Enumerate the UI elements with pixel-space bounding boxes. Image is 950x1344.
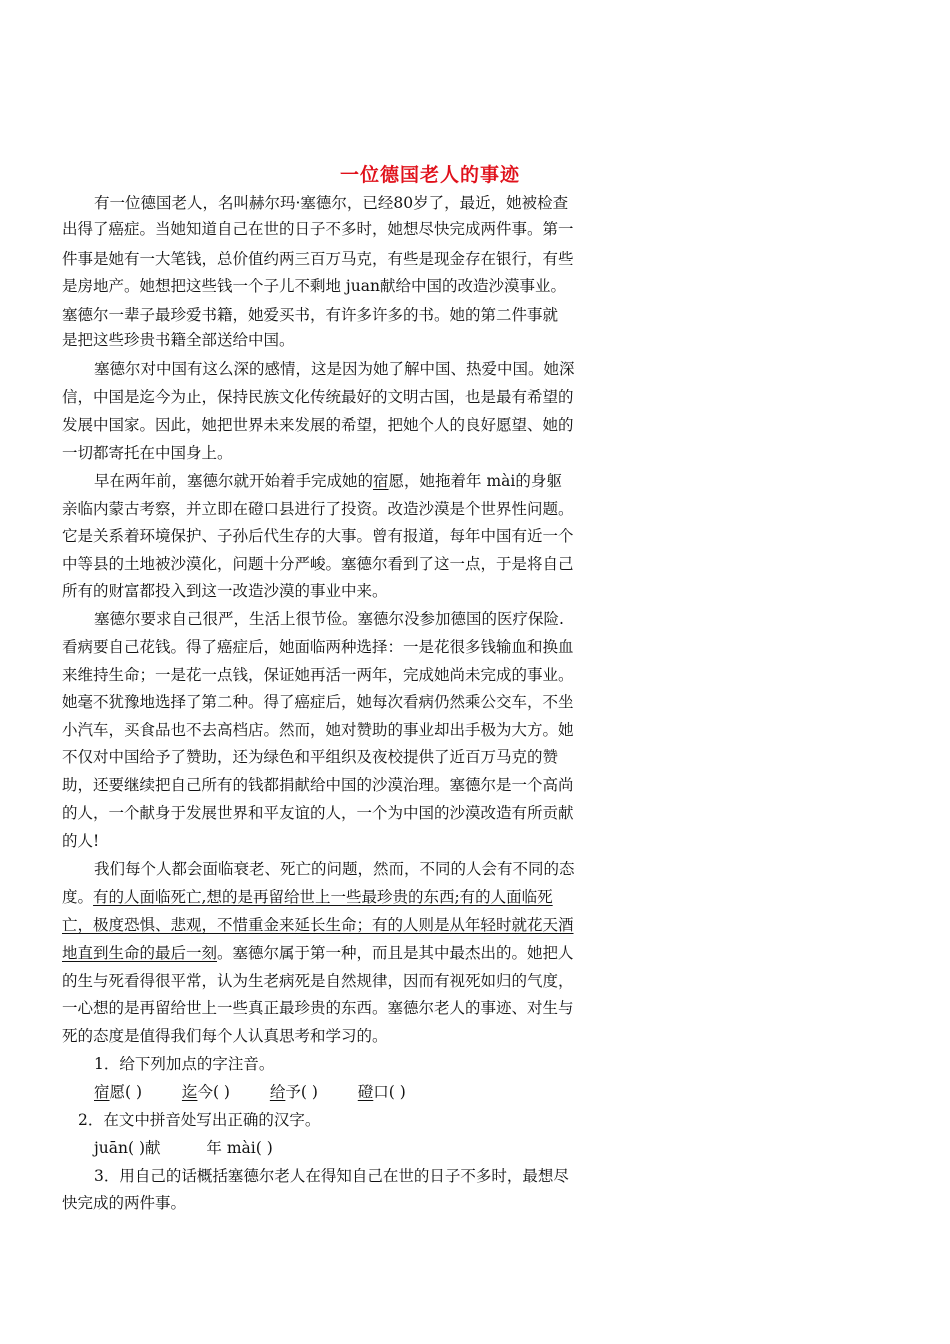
paragraph-3-line bbox=[94, 468, 562, 494]
dotted-char: 宿 bbox=[94, 1083, 110, 1101]
underlined-sentence: 有的人面临死亡,想的是再留给世上一些最珍贵的东西;有的人面临死 bbox=[93, 888, 553, 906]
dotted-char: 宿 bbox=[373, 472, 389, 490]
paragraph-1-line: 件事是她有一大笔钱，总价值约两三百万马克，有些是现金存在银行，有些 bbox=[62, 250, 574, 268]
paragraph-2-line: 一切都寄托在中国身上。 bbox=[62, 444, 233, 462]
paragraph-4-line: 助，还要继续把自己所有的钱都捐献给中国的沙漠治理。塞德尔是一个高尚 bbox=[62, 776, 574, 794]
question-2-items bbox=[94, 1135, 273, 1161]
dotted-char: 磴 bbox=[357, 1083, 374, 1101]
pinyin-item bbox=[352, 1083, 406, 1101]
question-3-prompt: 快完成的两件事。 bbox=[62, 1194, 187, 1212]
pinyin-item bbox=[182, 1083, 230, 1101]
pinyin-item bbox=[94, 1083, 142, 1101]
paragraph-3-line: 亲临内蒙古考察，并立即在磴口县进行了投资。改造沙漠是个世界性问题。 bbox=[62, 500, 574, 518]
pinyin-item bbox=[270, 1083, 318, 1101]
paragraph-1-line: 是把这些珍贵书籍全部送给中国。 bbox=[62, 331, 295, 349]
item-text: 愿( ) bbox=[109, 1083, 143, 1101]
paragraph-4-line: 的人! bbox=[62, 832, 100, 850]
paragraph-4-line: 不仅对中国给予了赞助，还为绿色和平组织及夜校提供了近百万马克的赞 bbox=[62, 748, 559, 766]
question-2-prompt: 2．在文中拼音处写出正确的汉字。 bbox=[78, 1111, 321, 1129]
text: 。塞德尔属于第一种，而且是其中最杰出的。她把人 bbox=[217, 944, 574, 962]
paragraph-1-line: 出得了癌症。当她知道自己在世的日子不多时，她想尽快完成两件事。第一 bbox=[62, 220, 574, 238]
paragraph-5-line: 的生与死看得很平常，认为生老病死是自然规律，因而有视死如归的气度， bbox=[62, 972, 574, 990]
question-1-prompt: 1．给下列加点的字注音。 bbox=[94, 1055, 275, 1073]
question-1-items bbox=[94, 1079, 406, 1105]
paragraph-4-line: 她毫不犹豫地选择了第二种。得了癌症后，她每次看病仍然乘公交车，不坐 bbox=[62, 693, 574, 711]
paragraph-1-line: 塞德尔一辈子最珍爱书籍，她爱买书，有许多许多的书。她的第二件事就 bbox=[62, 306, 559, 324]
dotted-char: 给 bbox=[269, 1083, 286, 1101]
page-title: 一位德国老人的事迹 bbox=[340, 164, 521, 186]
paragraph-4-line: 的人，一个献身于发展世界和平友谊的人，一个为中国的沙漠改造有所贡献 bbox=[62, 804, 574, 822]
question-3-prompt: 3．用自己的话概括塞德尔老人在得知自己在世的日子不多时，最想尽 bbox=[94, 1167, 569, 1185]
item-text: 予( ) bbox=[285, 1083, 318, 1101]
dotted-char: 迄 bbox=[181, 1083, 198, 1101]
paragraph-5-line bbox=[62, 912, 574, 938]
blank-item: 年 mài( ) bbox=[206, 1139, 273, 1157]
item-text: 今( ) bbox=[197, 1083, 230, 1101]
paragraph-2-line: 塞德尔对中国有这么深的感情，这是因为她了解中国、热爱中国。她深 bbox=[94, 360, 575, 378]
paragraph-4-line: 塞德尔要求自己很严，生活上很节俭。塞德尔没参加德国的医疗保险. bbox=[94, 610, 564, 628]
paragraph-2-line: 信，中国是迄今为止，保持民族文化传统最好的文明古国，也是最有希望的 bbox=[62, 388, 574, 406]
paragraph-5-line: 一心想的是再留给世上一些真正最珍贵的东西。塞德尔老人的事迹、对生与 bbox=[62, 999, 574, 1017]
paragraph-5-line bbox=[62, 884, 553, 910]
paragraph-1-line: 有一位德国老人，名叫赫尔玛·塞德尔，已经80岁了，最近，她被检查 bbox=[94, 194, 569, 212]
paragraph-3-line: 所有的财富都投入到这一改造沙漠的事业中来。 bbox=[62, 582, 388, 600]
paragraph-1-line: 是房地产。她想把这些钱一个子儿不剩地 juan献给中国的改造沙漠事业。 bbox=[62, 277, 566, 295]
paragraph-4-line: 来维持生命；一是花一点钱，保证她再活一两年，完成她尚未完成的事业。 bbox=[62, 666, 574, 684]
text: 愿，她拖着年 mài的身躯 bbox=[388, 472, 562, 490]
paragraph-5-line: 我们每个人都会面临衰老、死亡的问题，然而，不同的人会有不同的态 bbox=[94, 860, 575, 878]
paragraph-3-line: 中等县的土地被沙漠化，问题十分严峻。塞德尔看到了这一点，于是将自己 bbox=[62, 555, 574, 573]
paragraph-2-line: 发展中国家。因此，她把世界未来发展的希望，把她个人的良好愿望、她的 bbox=[62, 416, 574, 434]
blank-item: juān( )献 bbox=[94, 1139, 161, 1157]
paragraph-4-line: 看病要自己花钱。得了癌症后，她面临两种选择：一是花很多钱输血和换血 bbox=[62, 638, 574, 656]
underlined-sentence: 亡，极度恐惧、悲观，不惜重金来延长生命；有的人则是从年轻时就花天酒 bbox=[62, 916, 574, 934]
paragraph-5-line: 死的态度是值得我们每个人认真思考和学习的。 bbox=[62, 1027, 388, 1045]
item-text: 口( ) bbox=[373, 1083, 406, 1101]
text: 早在两年前，塞德尔就开始着手完成她的 bbox=[94, 472, 374, 490]
paragraph-5-line bbox=[62, 940, 574, 966]
paragraph-3-line: 它是关系着环境保护、子孙后代生存的大事。曾有报道，每年中国有近一个 bbox=[62, 527, 574, 545]
underlined-sentence: 地直到生命的最后一刻 bbox=[62, 944, 218, 962]
text: 度。 bbox=[62, 888, 94, 906]
paragraph-4-line: 小汽车，买食品也不去高档店。然而，她对赞助的事业却出手极为大方。她 bbox=[62, 721, 574, 739]
